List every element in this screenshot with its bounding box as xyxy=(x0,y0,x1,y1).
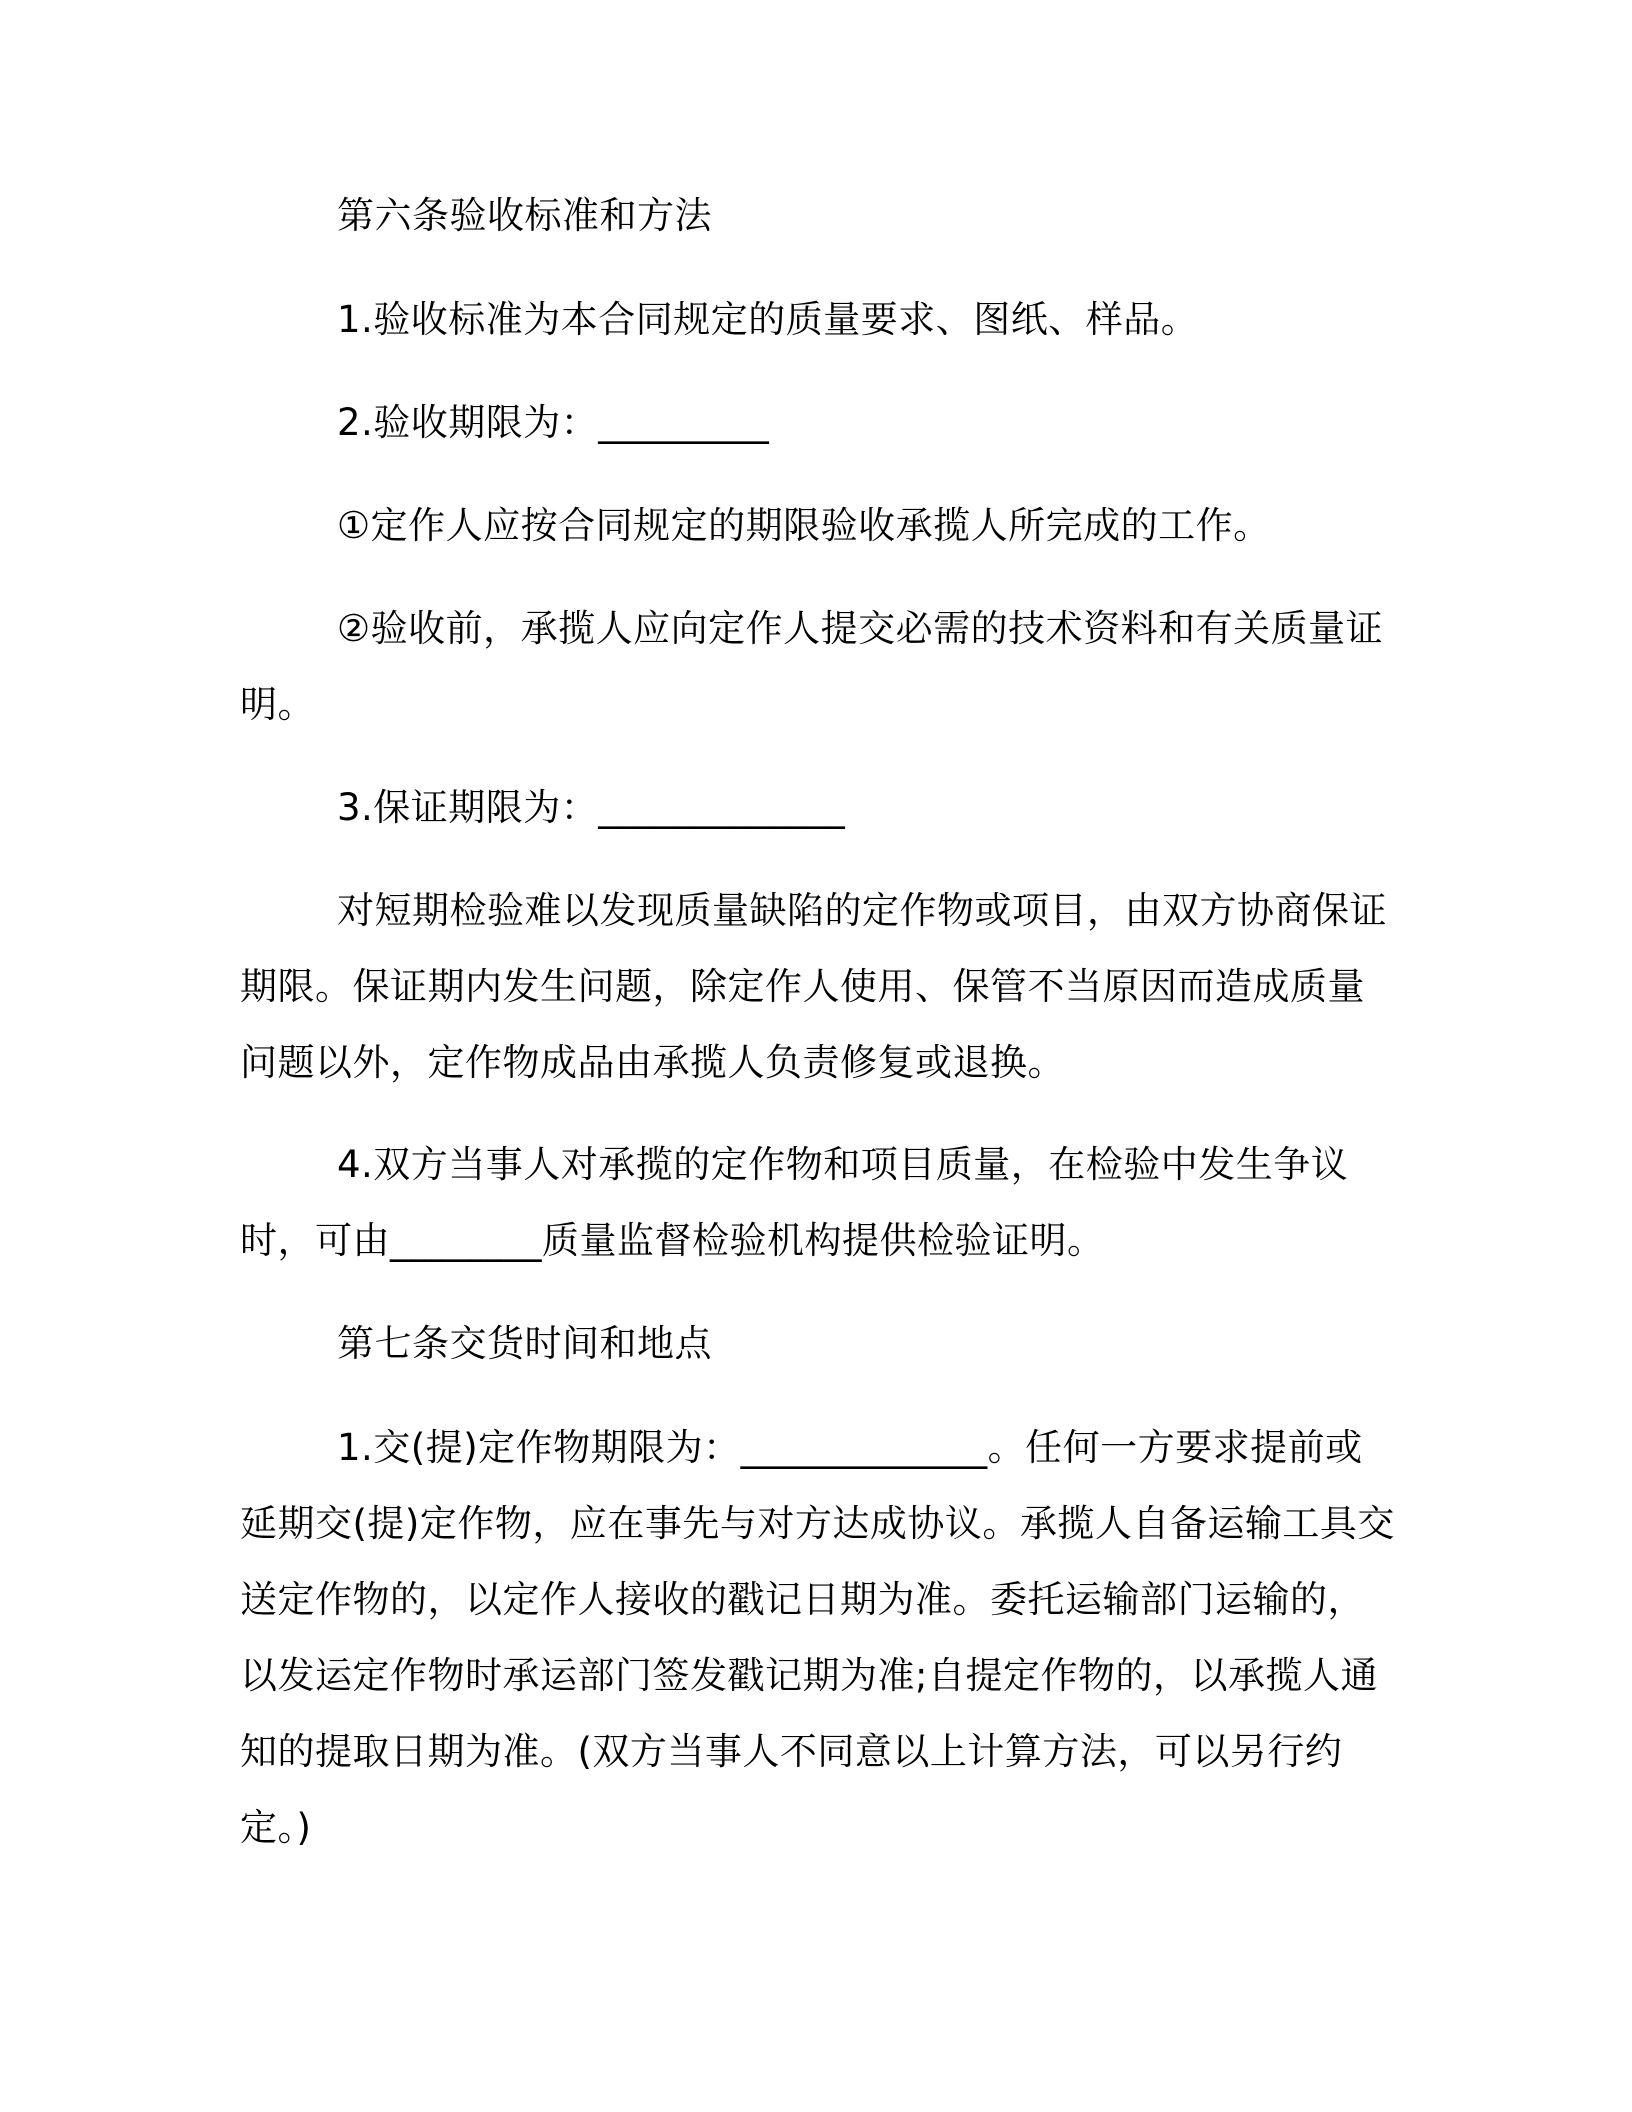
paragraph-dispute: 4.双方当事人对承揽的定作物和项目质量，在检验中发生争议时，可由________质量监督检验机构提供检验证明。 xyxy=(240,1143,1349,1262)
heading-article-6: 第六条验收标准和方法 xyxy=(337,194,712,237)
paragraph-warranty-detail: 对短期检验难以发现质量缺陷的定作物或项目，由双方协商保证期限。保证期内发生问题，除定作人使用、保管不当原因而造成质量问题以外，定作物成品由承揽人负责修复或退换。 xyxy=(240,889,1387,1084)
paragraph-acceptance-period: 2.验收期限为：_________ xyxy=(337,401,770,444)
paragraph-item-1: ①定作人应按合同规定的期限验收承揽人所完成的工作。 xyxy=(337,504,1271,547)
paragraph-delivery-period: 1.交(提)定作物期限为：_____________。任何一方要求提前或延期交(提)定作物，应在事先与对方达成协议。承揽人自备运输工具交送定作物的，以定作人接收的戳记日期为准。委托运输部门运输的，以发运定作物时承运部门签发戳记期为准;自提定作物的，以承揽人通知的提取日期为准。(双方当事人不同意以上计算方法，可以另行约定。) xyxy=(240,1426,1395,1849)
paragraph-item-2: ②验收前，承揽人应向定作人提交必需的技术资料和有关质量证明。 xyxy=(240,607,1384,726)
heading-article-7: 第七条交货时间和地点 xyxy=(337,1322,712,1365)
paragraph-acceptance-standard: 1.验收标准为本合同规定的质量要求、图纸、样品。 xyxy=(337,298,1199,341)
paragraph-warranty-period: 3.保证期限为：_____________ xyxy=(337,786,846,829)
